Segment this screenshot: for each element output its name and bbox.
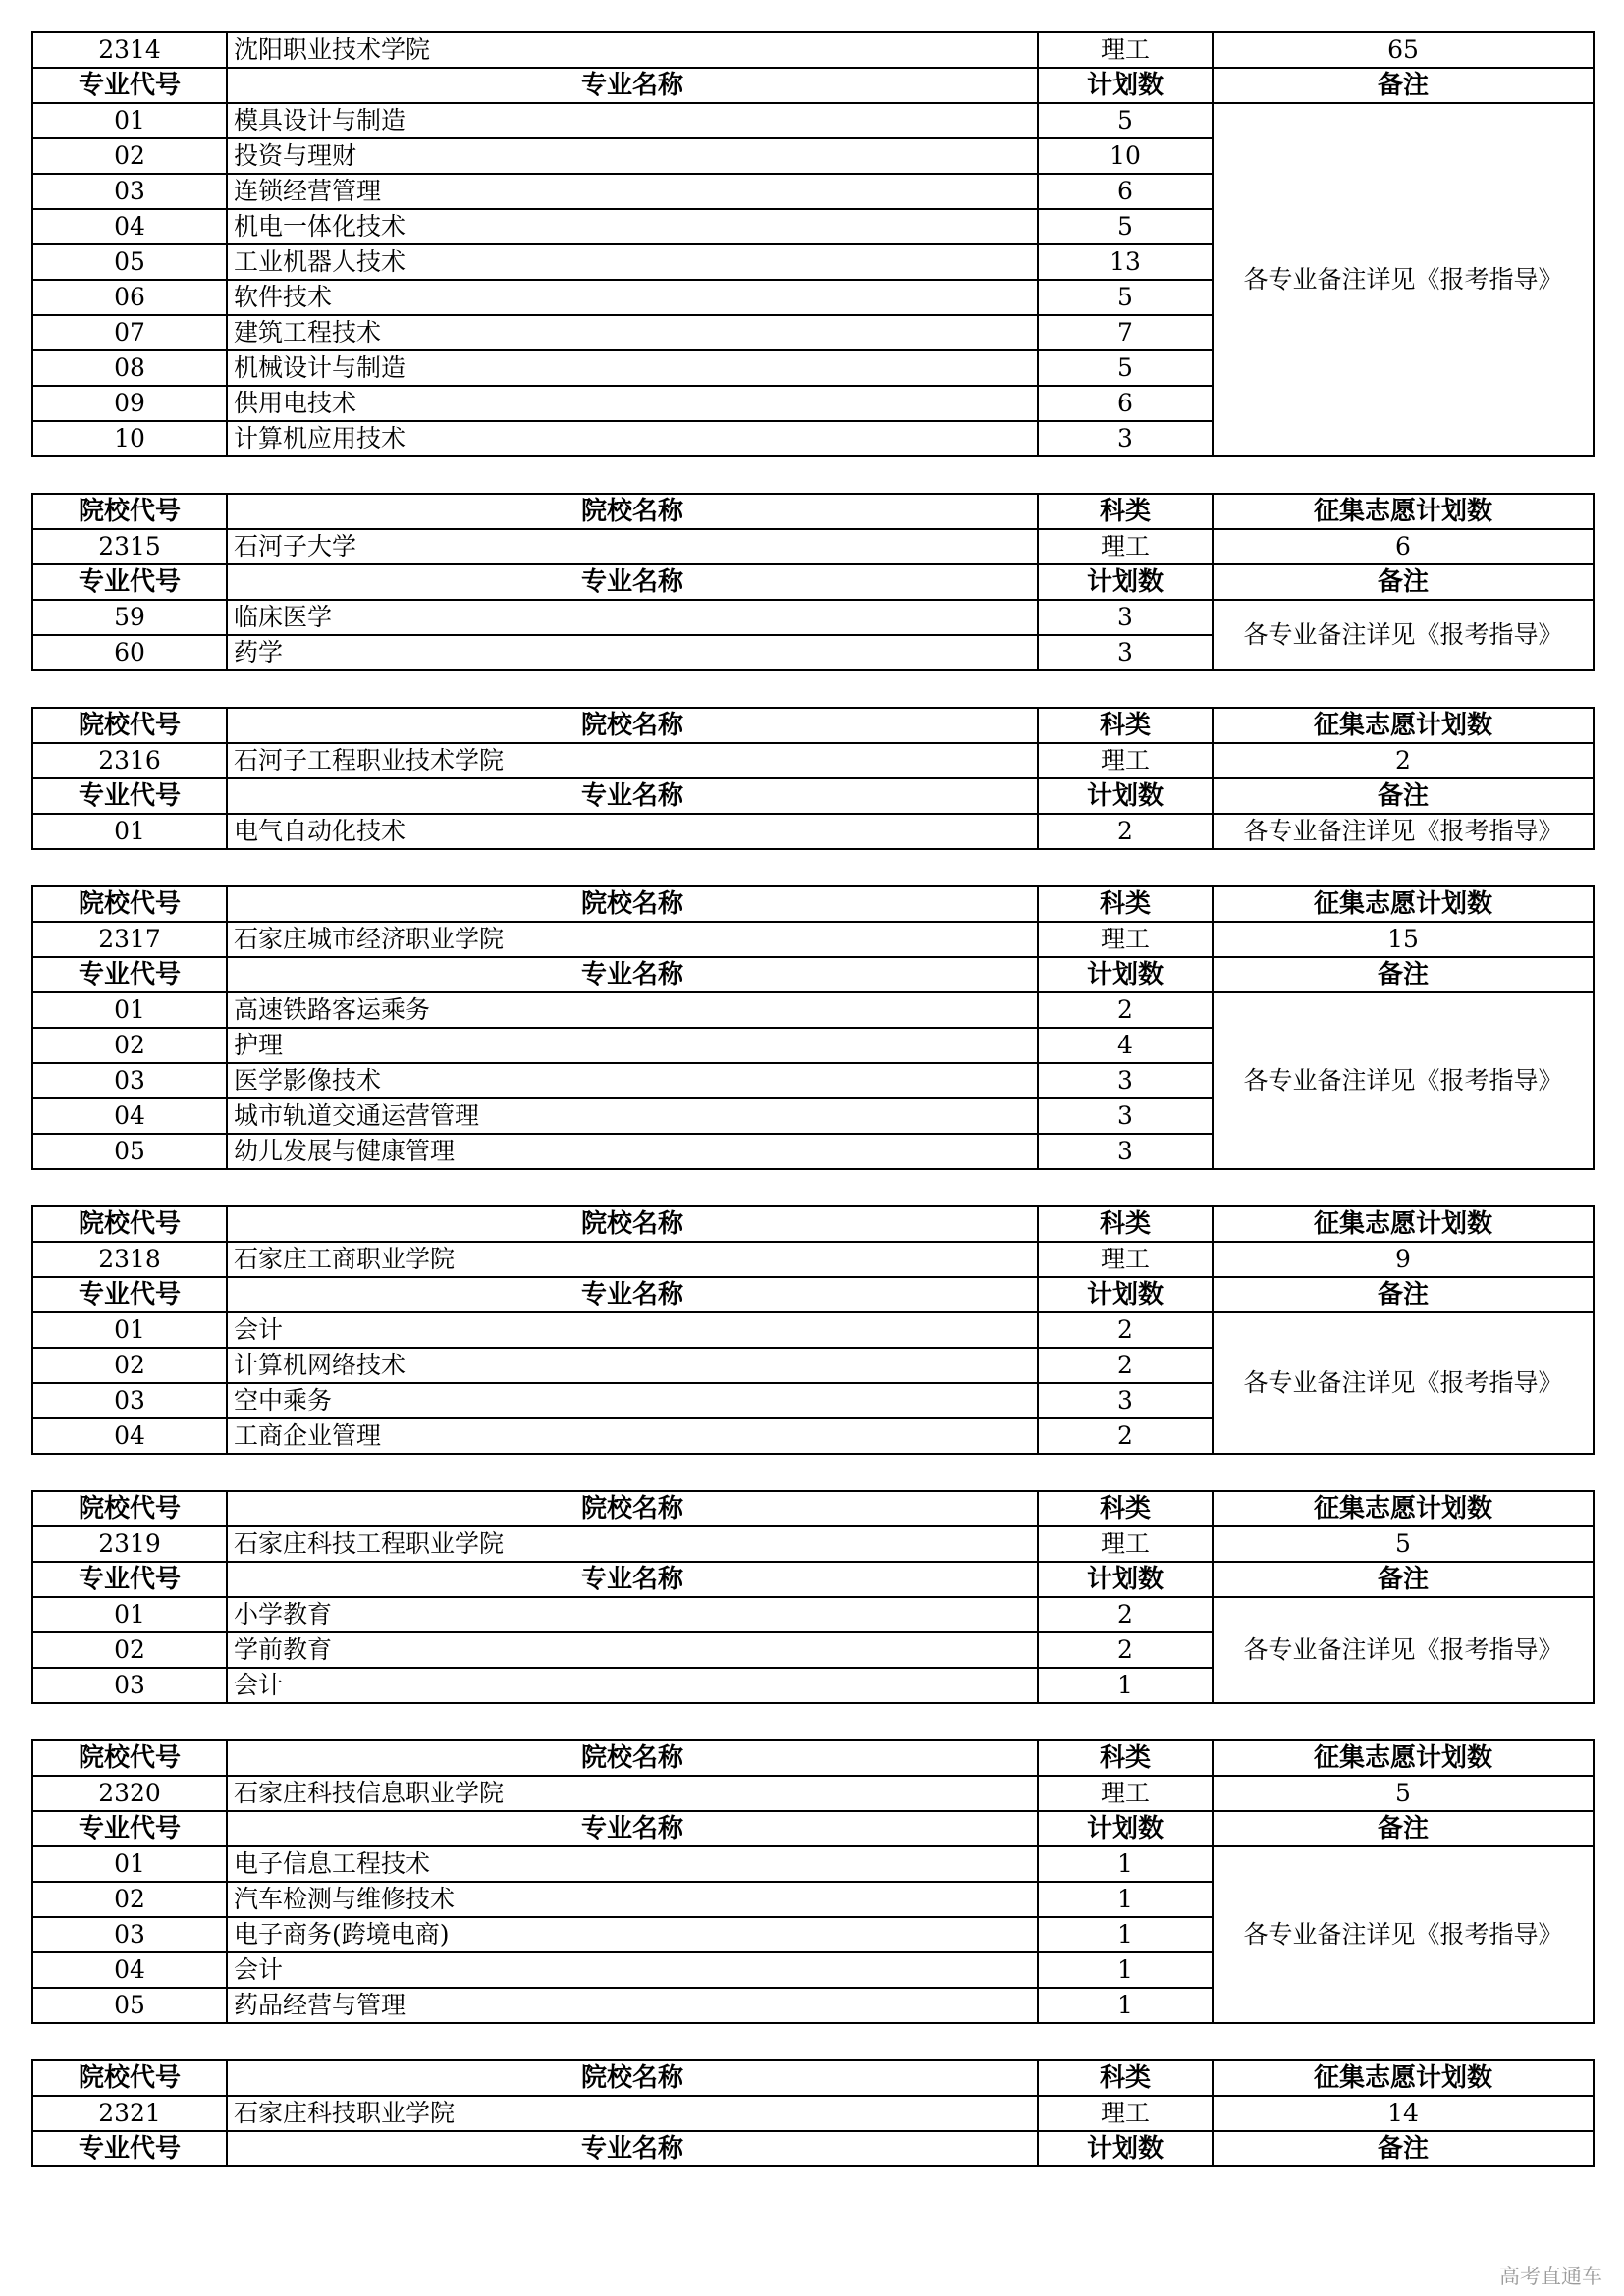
header-plan: 计划数	[1038, 1277, 1213, 1312]
major-code: 01	[32, 103, 227, 138]
major-plan: 1	[1038, 1668, 1213, 1703]
major-plan: 2	[1038, 1312, 1213, 1348]
major-plan: 1	[1038, 1882, 1213, 1917]
school-category: 理工	[1038, 2096, 1213, 2131]
header-category: 科类	[1038, 1206, 1213, 1242]
header-major-name: 专业名称	[227, 778, 1038, 814]
school-info-row	[32, 743, 1594, 778]
school-code: 2316	[32, 743, 227, 778]
school-block-2314	[31, 31, 1595, 457]
school-header-row	[32, 494, 1594, 529]
school-plan-total: 15	[1213, 922, 1594, 957]
school-name: 石河子大学	[227, 529, 1038, 564]
header-school-name: 院校名称	[227, 708, 1038, 743]
major-plan: 2	[1038, 1597, 1213, 1632]
major-code: 03	[32, 1917, 227, 1952]
major-plan: 2	[1038, 1632, 1213, 1668]
major-header-row	[32, 1562, 1594, 1597]
header-plan: 计划数	[1038, 1562, 1213, 1597]
school-block-2319	[31, 1490, 1595, 1704]
major-name: 模具设计与制造	[227, 103, 1038, 138]
major-name: 药学	[227, 635, 1038, 670]
school-info-row	[32, 1526, 1594, 1562]
major-name: 建筑工程技术	[227, 315, 1038, 350]
header-plan: 计划数	[1038, 957, 1213, 992]
school-header-row	[32, 1206, 1594, 1242]
header-major-code: 专业代号	[32, 1811, 227, 1846]
school-info-row	[32, 1776, 1594, 1811]
school-code: 2314	[32, 32, 227, 68]
school-category: 理工	[1038, 1526, 1213, 1562]
major-code: 04	[32, 209, 227, 244]
major-row	[32, 103, 1594, 138]
school-name: 石河子工程职业技术学院	[227, 743, 1038, 778]
major-plan: 5	[1038, 350, 1213, 386]
major-code: 09	[32, 386, 227, 421]
school-block-2321	[31, 2059, 1595, 2167]
school-name: 石家庄城市经济职业学院	[227, 922, 1038, 957]
header-school-code: 院校代号	[32, 2060, 227, 2096]
header-category: 科类	[1038, 494, 1213, 529]
major-plan: 3	[1038, 1063, 1213, 1098]
major-code: 03	[32, 1063, 227, 1098]
header-category: 科类	[1038, 886, 1213, 922]
major-name: 护理	[227, 1028, 1038, 1063]
header-note: 备注	[1213, 957, 1594, 992]
header-plan-total: 征集志愿计划数	[1213, 708, 1594, 743]
header-category: 科类	[1038, 1491, 1213, 1526]
major-note: 各专业备注详见《报考指导》	[1213, 103, 1594, 456]
header-major-name: 专业名称	[227, 1562, 1038, 1597]
school-plan-total: 65	[1213, 32, 1594, 68]
major-plan: 5	[1038, 209, 1213, 244]
header-plan-total: 征集志愿计划数	[1213, 494, 1594, 529]
school-plan-total: 5	[1213, 1526, 1594, 1562]
major-plan: 13	[1038, 244, 1213, 280]
school-plan-total: 2	[1213, 743, 1594, 778]
major-code: 08	[32, 350, 227, 386]
school-block-2317	[31, 885, 1595, 1170]
header-major-name: 专业名称	[227, 1811, 1038, 1846]
major-code: 07	[32, 315, 227, 350]
major-note: 各专业备注详见《报考指导》	[1213, 1597, 1594, 1703]
major-name: 机械设计与制造	[227, 350, 1038, 386]
header-note: 备注	[1213, 1277, 1594, 1312]
major-plan: 2	[1038, 992, 1213, 1028]
major-note: 各专业备注详见《报考指导》	[1213, 1312, 1594, 1454]
school-info-row	[32, 1242, 1594, 1277]
major-plan: 3	[1038, 1098, 1213, 1134]
school-plan-total: 6	[1213, 529, 1594, 564]
major-plan: 1	[1038, 1988, 1213, 2023]
school-info-row	[32, 529, 1594, 564]
major-code: 02	[32, 1632, 227, 1668]
header-school-code: 院校代号	[32, 494, 227, 529]
school-header-row	[32, 2060, 1594, 2096]
school-code: 2318	[32, 1242, 227, 1277]
major-plan: 7	[1038, 315, 1213, 350]
school-info-row	[32, 2096, 1594, 2131]
school-header-row	[32, 1740, 1594, 1776]
header-major-code: 专业代号	[32, 1562, 227, 1597]
school-category: 理工	[1038, 1242, 1213, 1277]
header-school-code: 院校代号	[32, 1206, 227, 1242]
major-row	[32, 814, 1594, 849]
major-plan: 1	[1038, 1952, 1213, 1988]
major-name: 高速铁路客运乘务	[227, 992, 1038, 1028]
header-school-name: 院校名称	[227, 1491, 1038, 1526]
major-plan: 3	[1038, 1134, 1213, 1169]
major-name: 工商企业管理	[227, 1418, 1038, 1454]
school-header-row	[32, 1491, 1594, 1526]
header-school-name: 院校名称	[227, 494, 1038, 529]
header-plan: 计划数	[1038, 68, 1213, 103]
header-plan-total: 征集志愿计划数	[1213, 1491, 1594, 1526]
header-plan-total: 征集志愿计划数	[1213, 1740, 1594, 1776]
header-major-name: 专业名称	[227, 1277, 1038, 1312]
school-category: 理工	[1038, 743, 1213, 778]
major-header-row	[32, 564, 1594, 600]
header-school-name: 院校名称	[227, 2060, 1038, 2096]
header-note: 备注	[1213, 778, 1594, 814]
school-category: 理工	[1038, 922, 1213, 957]
major-code: 03	[32, 1668, 227, 1703]
school-code: 2315	[32, 529, 227, 564]
major-header-row	[32, 2131, 1594, 2166]
header-note: 备注	[1213, 68, 1594, 103]
major-row	[32, 1846, 1594, 1882]
school-name: 石家庄科技信息职业学院	[227, 1776, 1038, 1811]
major-plan: 3	[1038, 635, 1213, 670]
major-plan: 2	[1038, 814, 1213, 849]
major-code: 01	[32, 1312, 227, 1348]
header-note: 备注	[1213, 1562, 1594, 1597]
school-block-2320	[31, 1739, 1595, 2024]
school-code: 2317	[32, 922, 227, 957]
major-name: 供用电技术	[227, 386, 1038, 421]
major-plan: 3	[1038, 600, 1213, 635]
major-plan: 2	[1038, 1348, 1213, 1383]
school-header-row	[32, 886, 1594, 922]
watermark: 高考直通车	[1499, 2265, 1602, 2288]
major-code: 59	[32, 600, 227, 635]
school-plan-total: 9	[1213, 1242, 1594, 1277]
major-code: 01	[32, 1597, 227, 1632]
major-code: 01	[32, 1846, 227, 1882]
header-major-name: 专业名称	[227, 68, 1038, 103]
major-note: 各专业备注详见《报考指导》	[1213, 992, 1594, 1169]
school-code: 2319	[32, 1526, 227, 1562]
major-code: 04	[32, 1952, 227, 1988]
header-major-name: 专业名称	[227, 2131, 1038, 2166]
header-school-code: 院校代号	[32, 886, 227, 922]
major-code: 02	[32, 1882, 227, 1917]
school-block-2315	[31, 493, 1595, 671]
school-category: 理工	[1038, 32, 1213, 68]
header-note: 备注	[1213, 2131, 1594, 2166]
major-name: 临床医学	[227, 600, 1038, 635]
school-block-2318	[31, 1205, 1595, 1455]
major-note: 各专业备注详见《报考指导》	[1213, 814, 1594, 849]
major-code: 04	[32, 1098, 227, 1134]
header-school-code: 院校代号	[32, 1740, 227, 1776]
major-header-row	[32, 1277, 1594, 1312]
major-name: 幼儿发展与健康管理	[227, 1134, 1038, 1169]
major-code: 03	[32, 174, 227, 209]
major-name: 会计	[227, 1952, 1038, 1988]
school-name: 石家庄工商职业学院	[227, 1242, 1038, 1277]
major-row	[32, 1312, 1594, 1348]
header-major-name: 专业名称	[227, 564, 1038, 600]
document-body	[31, 31, 1593, 2203]
major-plan: 1	[1038, 1846, 1213, 1882]
major-code: 02	[32, 138, 227, 174]
header-category: 科类	[1038, 2060, 1213, 2096]
header-school-name: 院校名称	[227, 1740, 1038, 1776]
major-code: 05	[32, 244, 227, 280]
major-name: 空中乘务	[227, 1383, 1038, 1418]
school-name: 沈阳职业技术学院	[227, 32, 1038, 68]
school-plan-total: 14	[1213, 2096, 1594, 2131]
major-header-row	[32, 778, 1594, 814]
major-plan: 6	[1038, 174, 1213, 209]
major-name: 机电一体化技术	[227, 209, 1038, 244]
major-row	[32, 992, 1594, 1028]
major-code: 01	[32, 992, 227, 1028]
major-plan: 1	[1038, 1917, 1213, 1952]
major-note: 各专业备注详见《报考指导》	[1213, 600, 1594, 670]
school-plan-total: 5	[1213, 1776, 1594, 1811]
major-name: 电子信息工程技术	[227, 1846, 1038, 1882]
major-name: 学前教育	[227, 1632, 1038, 1668]
major-code: 05	[32, 1988, 227, 2023]
header-plan: 计划数	[1038, 2131, 1213, 2166]
major-code: 03	[32, 1383, 227, 1418]
major-name: 电气自动化技术	[227, 814, 1038, 849]
school-code: 2321	[32, 2096, 227, 2131]
major-plan: 3	[1038, 421, 1213, 456]
major-code: 06	[32, 280, 227, 315]
header-major-code: 专业代号	[32, 1277, 227, 1312]
header-school-code: 院校代号	[32, 1491, 227, 1526]
major-name: 投资与理财	[227, 138, 1038, 174]
header-note: 备注	[1213, 564, 1594, 600]
header-plan: 计划数	[1038, 1811, 1213, 1846]
major-note: 各专业备注详见《报考指导》	[1213, 1846, 1594, 2023]
header-category: 科类	[1038, 708, 1213, 743]
header-major-code: 专业代号	[32, 957, 227, 992]
school-category: 理工	[1038, 1776, 1213, 1811]
header-school-name: 院校名称	[227, 886, 1038, 922]
major-code: 02	[32, 1028, 227, 1063]
major-name: 药品经营与管理	[227, 1988, 1038, 2023]
major-code: 05	[32, 1134, 227, 1169]
major-plan: 3	[1038, 1383, 1213, 1418]
header-note: 备注	[1213, 1811, 1594, 1846]
header-major-code: 专业代号	[32, 2131, 227, 2166]
major-name: 小学教育	[227, 1597, 1038, 1632]
major-name: 城市轨道交通运营管理	[227, 1098, 1038, 1134]
major-name: 会计	[227, 1312, 1038, 1348]
school-name: 石家庄科技工程职业学院	[227, 1526, 1038, 1562]
major-header-row	[32, 957, 1594, 992]
major-plan: 2	[1038, 1418, 1213, 1454]
major-name: 电子商务(跨境电商)	[227, 1917, 1038, 1952]
major-row	[32, 1597, 1594, 1632]
major-plan: 5	[1038, 280, 1213, 315]
header-major-code: 专业代号	[32, 778, 227, 814]
major-name: 汽车检测与维修技术	[227, 1882, 1038, 1917]
school-info-row	[32, 32, 1594, 68]
header-school-name: 院校名称	[227, 1206, 1038, 1242]
major-name: 软件技术	[227, 280, 1038, 315]
header-plan: 计划数	[1038, 564, 1213, 600]
school-block-2316	[31, 707, 1595, 850]
school-category: 理工	[1038, 529, 1213, 564]
header-major-code: 专业代号	[32, 68, 227, 103]
major-name: 连锁经营管理	[227, 174, 1038, 209]
major-name: 医学影像技术	[227, 1063, 1038, 1098]
major-header-row	[32, 1811, 1594, 1846]
major-name: 工业机器人技术	[227, 244, 1038, 280]
header-plan: 计划数	[1038, 778, 1213, 814]
header-school-code: 院校代号	[32, 708, 227, 743]
major-name: 会计	[227, 1668, 1038, 1703]
header-major-code: 专业代号	[32, 564, 227, 600]
major-code: 01	[32, 814, 227, 849]
school-header-row	[32, 708, 1594, 743]
header-plan-total: 征集志愿计划数	[1213, 886, 1594, 922]
header-category: 科类	[1038, 1740, 1213, 1776]
school-code: 2320	[32, 1776, 227, 1811]
major-plan: 10	[1038, 138, 1213, 174]
major-code: 04	[32, 1418, 227, 1454]
major-code: 60	[32, 635, 227, 670]
major-plan: 4	[1038, 1028, 1213, 1063]
major-name: 计算机应用技术	[227, 421, 1038, 456]
header-plan-total: 征集志愿计划数	[1213, 1206, 1594, 1242]
school-info-row	[32, 922, 1594, 957]
major-name: 计算机网络技术	[227, 1348, 1038, 1383]
header-plan-total: 征集志愿计划数	[1213, 2060, 1594, 2096]
major-plan: 5	[1038, 103, 1213, 138]
major-code: 02	[32, 1348, 227, 1383]
major-code: 10	[32, 421, 227, 456]
major-plan: 6	[1038, 386, 1213, 421]
major-row	[32, 600, 1594, 635]
header-major-name: 专业名称	[227, 957, 1038, 992]
school-name: 石家庄科技职业学院	[227, 2096, 1038, 2131]
major-header-row	[32, 68, 1594, 103]
